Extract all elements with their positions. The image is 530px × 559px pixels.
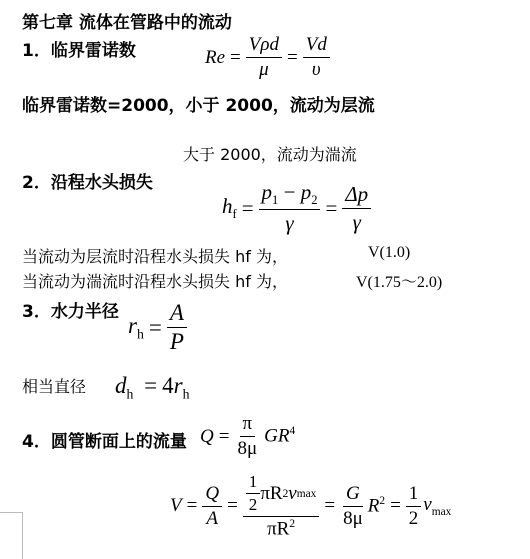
section-3-heading: 3．水力半径 [22, 302, 119, 322]
equivalent-diameter-formula: $d_h = 4r_h$ [115, 373, 190, 402]
section-1-line-2: 大于 2000，流动为湍流 [183, 145, 357, 164]
head-loss-lhs: $h_f$ [222, 194, 237, 222]
equivalent-diameter-label: 相当直径 [22, 377, 87, 396]
section-1-heading: 1．临界雷诺数 [22, 41, 136, 61]
chapter-title: 第七章 流体在管路中的流动 [22, 13, 232, 33]
turbulent-head-loss-value: V(1.75～2.0) [356, 274, 443, 291]
reynolds-fraction-1: $\frac{\text{Vρd}}{\mu}$ [246, 34, 282, 81]
laminar-head-loss-text: 当流动为层流时沿程水头损失 hf 为， [22, 247, 288, 266]
velocity-fraction-2: $\frac{1}{2}$ πR 2 v max $\pi R^2$ [243, 472, 320, 540]
reynolds-fraction-2: $\frac{Vd}{\upsilon}$ [303, 34, 330, 81]
head-loss-formula: $h_f$ = $\frac{p_1 - p_2}{\gamma}$ = $\frac{\Delta p}{\gamma}$ [222, 180, 371, 236]
turbulent-head-loss-text: 当流动为湍流时沿程水头损失 hf 为， [22, 272, 288, 291]
mean-velocity-formula: V = $\frac{Q}{A}$ = $\frac{1}{2}$ πR 2 v max $\pi R^2$ = $\frac{G}{8\mu}$ $R^2$ = $\frac{1}{2}$ $v_{max}$ [170, 472, 452, 540]
section-4-heading: 4．圆管断面上的流量 [22, 432, 187, 452]
page-corner-mark [0, 512, 23, 559]
flow-rate-formula: Q = $\frac{\pi}{8\mu}$ $GR^4$ [200, 413, 296, 459]
reynolds-formula: Re = $\frac{\text{Vρd}}{\mu}$ = $\frac{Vd}{\upsilon}$ [205, 34, 330, 81]
velocity-fraction-1: $\frac{Q}{A}$ [202, 483, 222, 530]
flow-rate-fraction: $\frac{\pi}{8\mu}$ [237, 413, 258, 459]
hydraulic-radius-formula: $r_h$ = $\frac{A}{P}$ [128, 300, 187, 355]
hydraulic-radius-lhs: $r_h$ [128, 312, 144, 342]
velocity-fraction-3: $\frac{G}{8\mu}$ [343, 482, 363, 529]
head-loss-fraction-2: $\frac{\Delta p}{\gamma}$ [342, 182, 371, 235]
hydraulic-radius-fraction: $\frac{A}{P}$ [167, 300, 187, 355]
reynolds-lhs: Re [205, 46, 226, 68]
velocity-fraction-4: $\frac{1}{2}$ [406, 483, 422, 530]
section-1-line-1: 临界雷诺数=2000，小于 2000，流动为层流 [22, 96, 375, 116]
laminar-head-loss-value: V(1.0) [368, 244, 411, 261]
head-loss-fraction-1: $\frac{p_1 - p_2}{\gamma}$ [259, 180, 321, 236]
section-2-heading: 2．沿程水头损失 [22, 173, 153, 193]
